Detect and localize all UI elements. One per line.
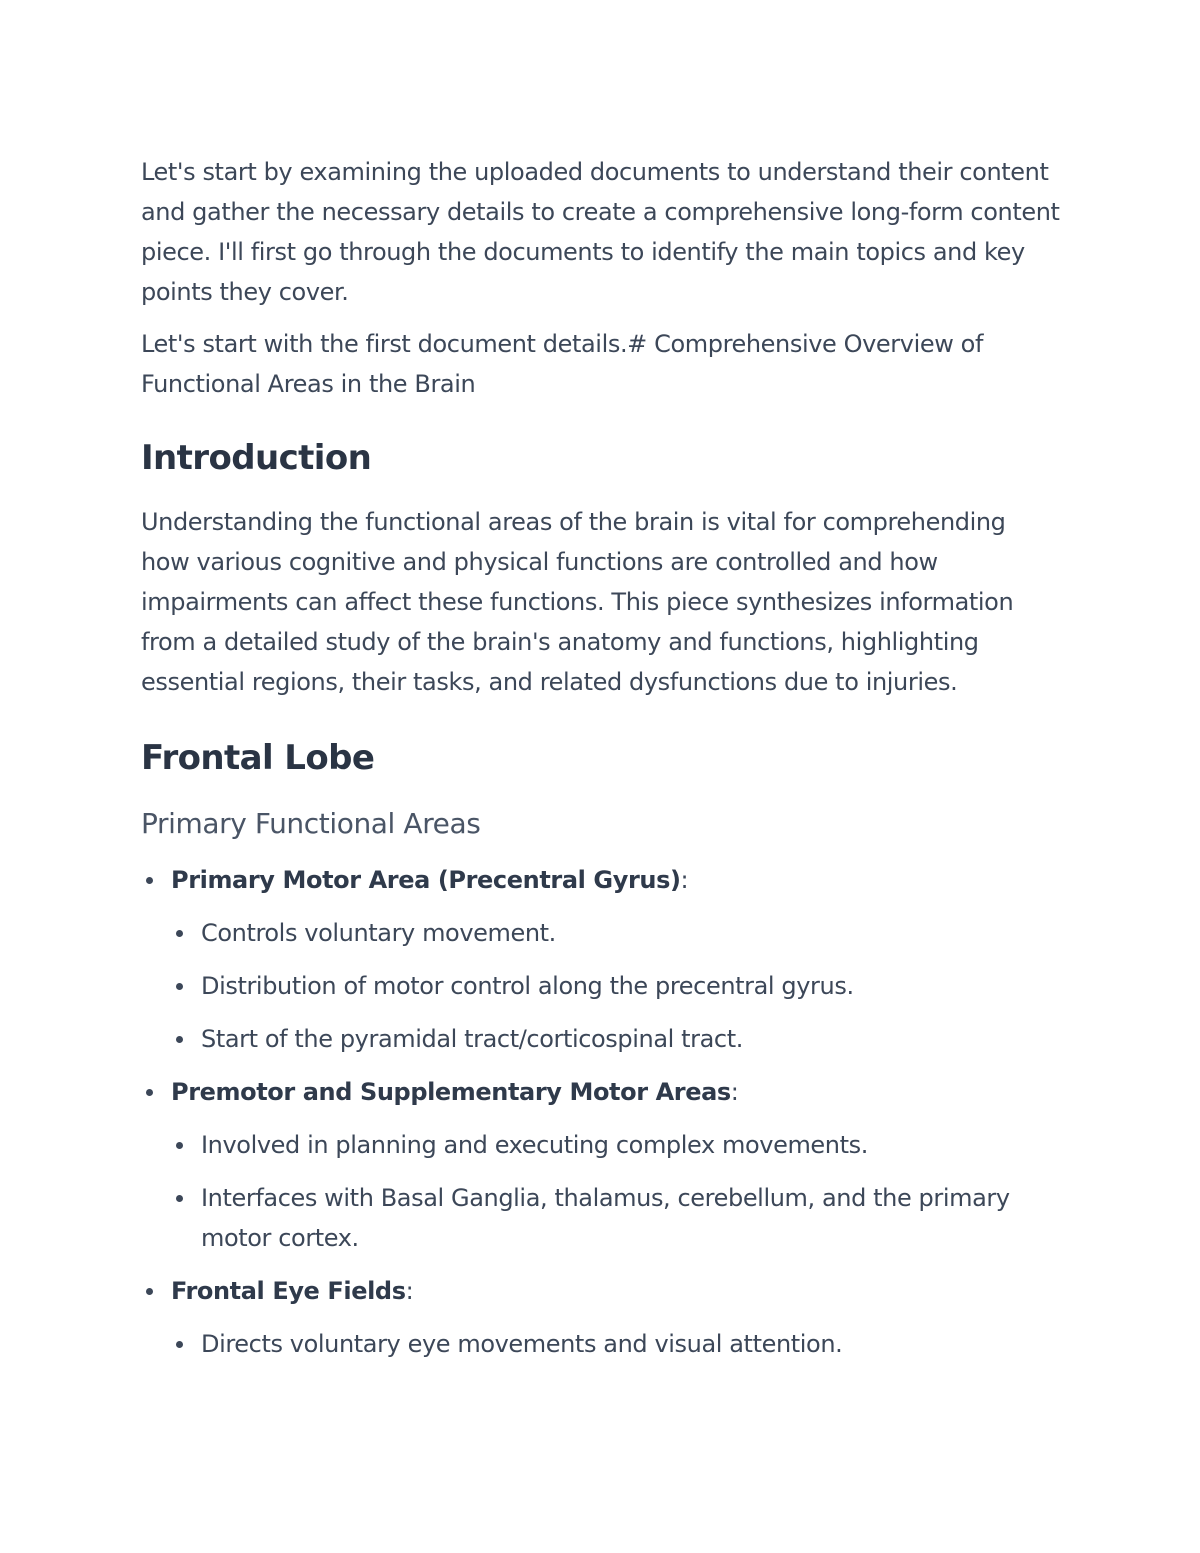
introduction-body: Understanding the functional areas of the brain is vital for comprehending how various cognitive and physical functions are controlled and how impairments can affect these functions. This piece synthesizes information from a detailed study of the brain's anatomy and functions, highlighting essential regions, their tasks, and related dysfunctions due to injuries.	[141, 508, 1014, 696]
sub-list-item: Directs voluntary eye movements and visual attention.	[171, 1324, 1061, 1364]
item-title: Frontal Eye Fields	[171, 1277, 406, 1305]
item-title: Primary Motor Area (Precentral Gyrus)	[171, 866, 681, 894]
sub-list-item: Start of the pyramidal tract/corticospinal tract.	[171, 1019, 1061, 1059]
item-title: Premotor and Supplementary Motor Areas	[171, 1078, 731, 1106]
list-item	[141, 1271, 1061, 1311]
item-suffix: :	[680, 866, 689, 894]
functional-areas-list	[141, 860, 1061, 1364]
sub-list-item: Involved in planning and executing complex movements.	[171, 1125, 1061, 1165]
intro-paragraph: Let's start by examining the uploaded documents to understand their content and gather the necessary details to create a comprehensive long-form content piece. I'll first go through the documents to identify the main topics and key points they cover.	[141, 158, 1060, 306]
item-suffix: :	[730, 1078, 739, 1106]
list-item	[141, 1072, 1061, 1112]
document-page	[141, 152, 1061, 1377]
sub-list-item: Interfaces with Basal Ganglia, thalamus, cerebellum, and the primary motor cortex.	[171, 1178, 1061, 1258]
sub-list-item: Controls voluntary movement.	[171, 913, 1061, 953]
intro-paragraph: Let's start with the first document details.# Comprehensive Overview of Functional Areas in the Brain	[141, 330, 983, 398]
introduction-heading: Introduction	[141, 438, 372, 478]
sub-list-item: Distribution of motor control along the precentral gyrus.	[171, 966, 1061, 1006]
primary-functional-areas-subheading: Primary Functional Areas	[141, 807, 481, 840]
list-item	[141, 860, 1061, 900]
item-suffix: :	[405, 1277, 414, 1305]
frontal-lobe-heading: Frontal Lobe	[141, 738, 375, 778]
